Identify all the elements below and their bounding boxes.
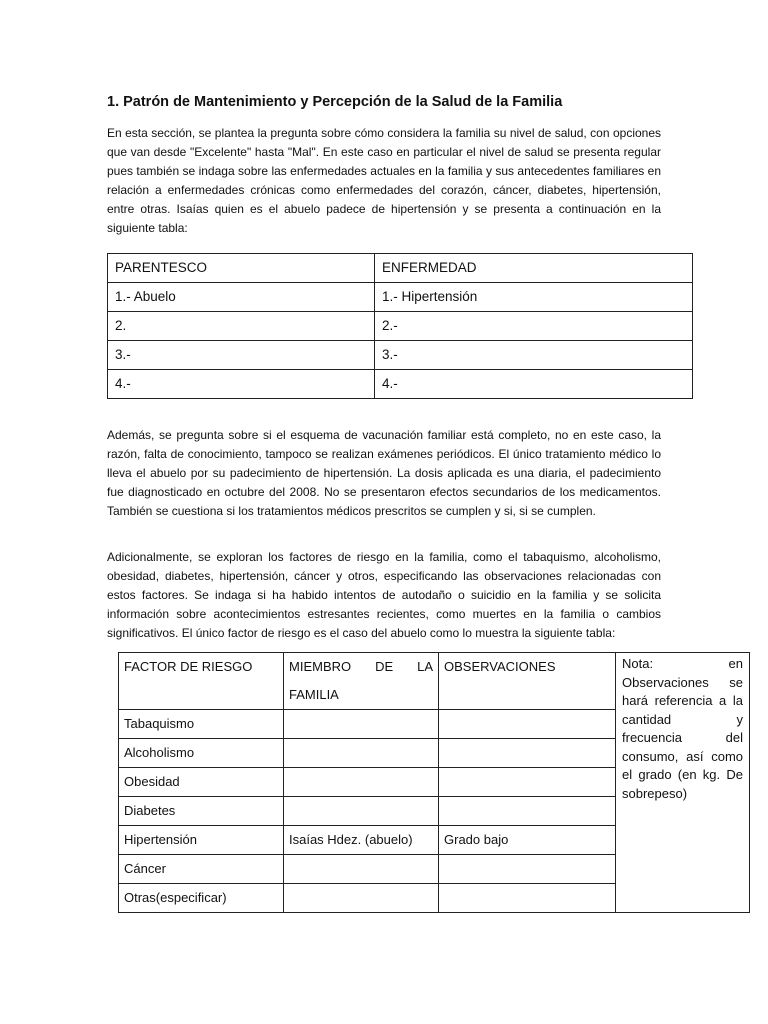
vaccination-paragraph: Además, se pregunta sobre si el esquema de vacunación familiar está completo, no en este caso, la razón, falta de conocimiento, tampoco se realizan exámenes periódicos. El único tratamiento médico lo lleva el abuelo por su padecimiento de hipertensión. La dosis aplicada es una diaria, el padecimiento fue diagnosticado en octubre del 2008. No se presentaron efectos secundarios de los medicamentos. También se cuestiona si los tratamientos médicos prescritos se cumplen y si, si se cumplen. [107, 428, 661, 518]
section-title: 1. Patrón de Mantenimiento y Percepción de la Salud de la Familia [107, 94, 563, 110]
table-cell: 1.- Abuelo [108, 283, 375, 312]
table-cell: 3.- [108, 341, 375, 370]
table-cell: Tabaquismo [119, 710, 284, 739]
table-cell: Hipertensión [119, 826, 284, 855]
table-cell [284, 710, 439, 739]
table-cell [439, 739, 616, 768]
table-header-row [108, 254, 693, 283]
table-cell [284, 768, 439, 797]
note-cell [616, 653, 750, 913]
table-cell [439, 710, 616, 739]
table-cell [439, 884, 616, 913]
table-cell: 4.- [108, 370, 375, 399]
table-header-row [119, 653, 750, 710]
table-cell: 4.- [375, 370, 693, 399]
table-cell [439, 797, 616, 826]
header-factor-de-riesgo: FACTOR DE RIESGO [119, 653, 284, 710]
table-cell: 1.- Hipertensión [375, 283, 693, 312]
header-observaciones: OBSERVACIONES [439, 653, 616, 710]
risk-factors-paragraph: Adicionalmente, se exploran los factores de riesgo en la familia, como el tabaquismo, alcoholismo, obesidad, diabetes, hipertensión, cáncer y otros, especificando las observaciones relacionadas con estos factores. Se indaga si ha habido intentos de autodaño o suicidio en la familia y se solicita información sobre acontecimientos estresantes recientes, como muertes en la familia o cambios significativos. El único factor de riesgo es el caso del abuelo como lo muestra la siguiente tabla: [107, 550, 661, 640]
table-cell: 2. [108, 312, 375, 341]
intro-paragraph: En esta sección, se plantea la pregunta sobre cómo considera la familia su nivel de salud, con opciones que van desde "Excelente" hasta "Mal". En este caso en particular el nivel de salud se presenta regular pues también se indaga sobre las enfermedades actuales en la familia y sus antecedentes familiares en relación a enfermedades crónicas como enfermedades del corazón, cáncer, diabetes, hipertensión, entre otras. Isaías quien es el abuelo padece de hipertensión y se presenta a continuación en la siguiente tabla: [107, 126, 661, 235]
table-cell: 2.- [375, 312, 693, 341]
table-cell [284, 855, 439, 884]
table-row [108, 283, 693, 312]
table-cell [284, 884, 439, 913]
table-cell: Diabetes [119, 797, 284, 826]
table-cell: Isaías Hdez. (abuelo) [284, 826, 439, 855]
table-row [108, 312, 693, 341]
note-text: Nota: en Observaciones se hará referencia a la cantidad y frecuencia del consumo, así como el grado (en kg. De sobrepeso) [622, 656, 743, 801]
header-parentesco: PARENTESCO [108, 254, 375, 283]
table-row [108, 341, 693, 370]
table-cell: Alcoholismo [119, 739, 284, 768]
table-cell: Obesidad [119, 768, 284, 797]
table-cell: Otras(especificar) [119, 884, 284, 913]
table-row [108, 370, 693, 399]
table-cell [439, 855, 616, 884]
header-member-line2: FAMILIA [289, 687, 339, 702]
table-cell: Cáncer [119, 855, 284, 884]
table-cell [439, 768, 616, 797]
header-member-line1: MIEMBRO DE LA [289, 659, 433, 674]
table-cell [284, 797, 439, 826]
header-miembro-de-la-familia [284, 653, 439, 710]
risk-factor-table [118, 652, 750, 913]
table-cell: 3.- [375, 341, 693, 370]
header-enfermedad: ENFERMEDAD [375, 254, 693, 283]
table-cell: Grado bajo [439, 826, 616, 855]
family-disease-table [107, 253, 693, 399]
table-cell [284, 739, 439, 768]
